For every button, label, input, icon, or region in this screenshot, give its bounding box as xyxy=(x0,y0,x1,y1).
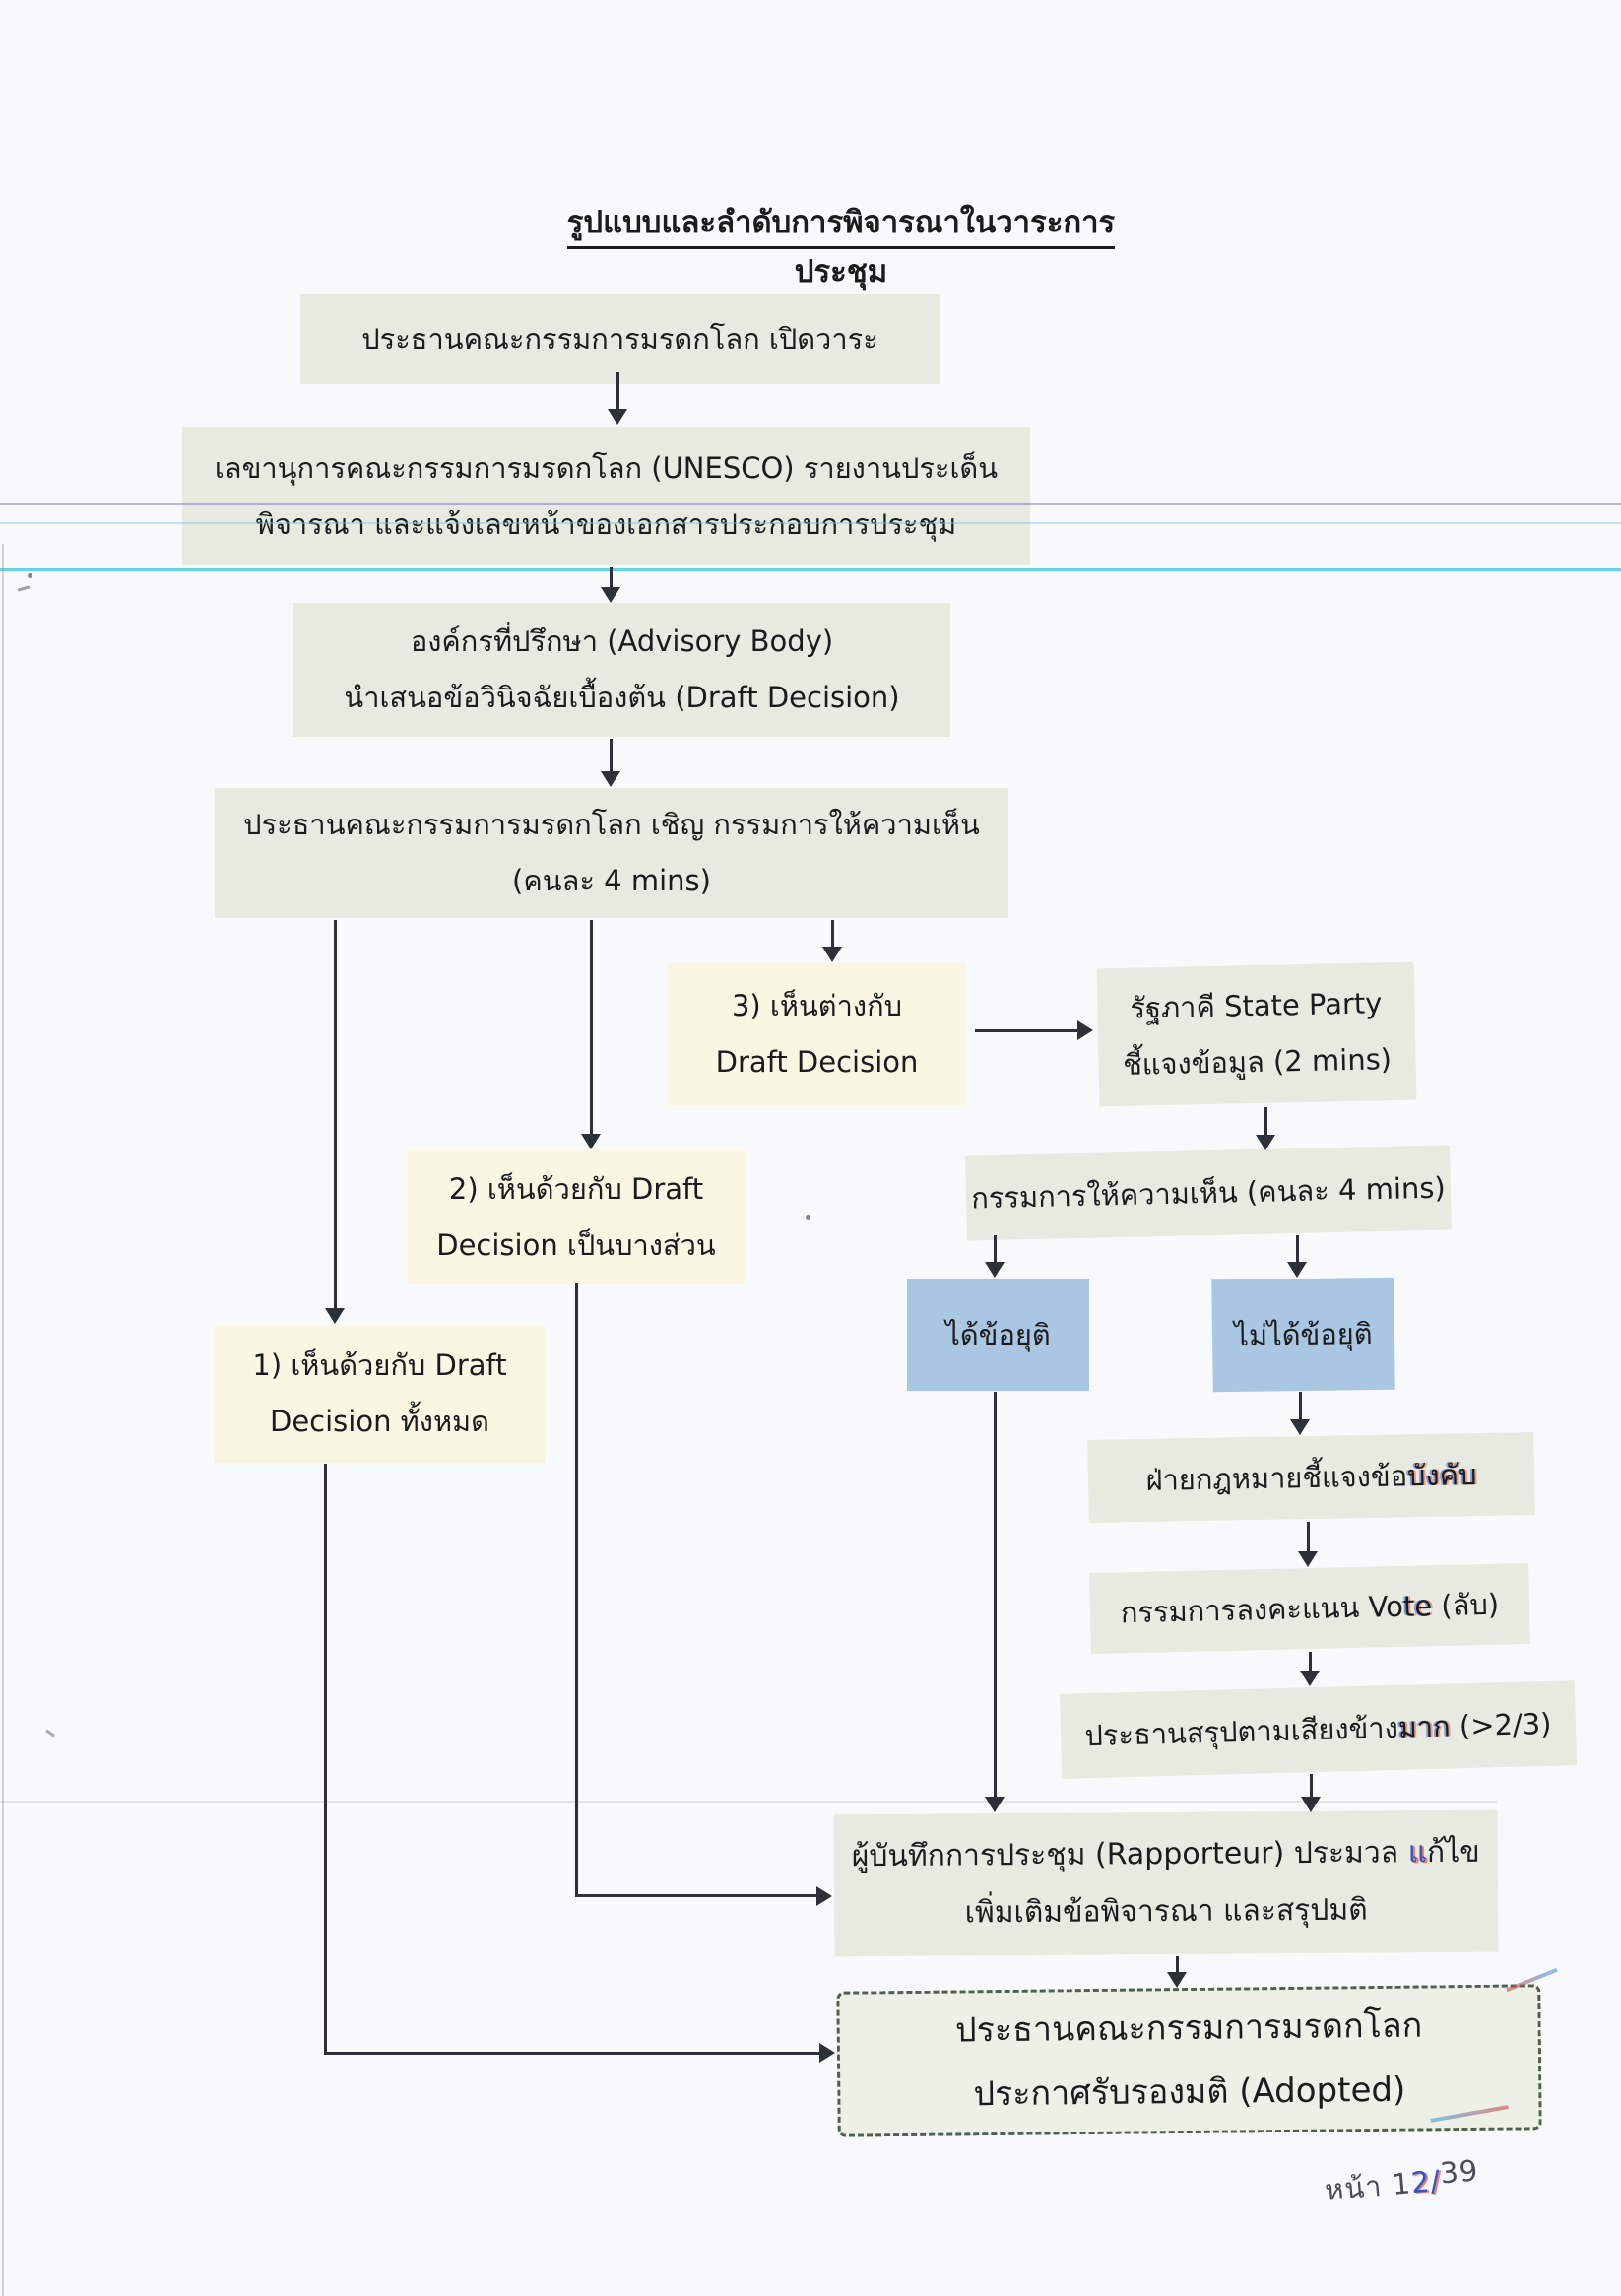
scan-line-grey xyxy=(0,1801,1497,1803)
box-text-segment: (>2/3) xyxy=(1450,1706,1552,1743)
arrow-secretary-to-advisory-line xyxy=(610,567,613,587)
box-text-segment: ประธานสรุปตามเสียงข้าง xyxy=(1084,1710,1399,1752)
connector-option2-elbow-head xyxy=(816,1886,832,1906)
page-title-text: รูปแบบและลำดับการพิจารณาในวาระการประชุม xyxy=(567,205,1115,298)
arrow-opinion-to-resolved-line xyxy=(994,1235,997,1262)
flow-box-committee-opinion xyxy=(965,1145,1452,1240)
flow-box-not-resolved xyxy=(1211,1278,1395,1393)
box-text-line2: Decision ทั้งหมด xyxy=(269,1405,490,1438)
arrow-vote-to-majority-line xyxy=(1309,1652,1312,1671)
box-text: ได้ข้อยุติ xyxy=(945,1317,1051,1351)
arrow-secretary-to-advisory-head xyxy=(601,587,620,603)
connector-option2-elbow-horizontal xyxy=(575,1894,816,1897)
arrow-invite-to-option2-line xyxy=(590,920,593,1134)
connector-option2-elbow-vertical xyxy=(575,1283,578,1897)
arrow-notresolved-to-legal-head xyxy=(1290,1419,1310,1435)
arrow-vote-to-majority-head xyxy=(1300,1671,1320,1686)
box-text-segment-fringed: te xyxy=(1402,1588,1433,1623)
box-text-line2: นำเสนอข้อวินิจฉัยเบื้องต้น (Draft Decision) xyxy=(344,681,900,714)
flow-box-option1-full-agree xyxy=(215,1325,545,1463)
box-text-line2: Decision เป็นบางส่วน xyxy=(436,1228,716,1262)
arrow-majority-to-rapporteur-head xyxy=(1301,1797,1321,1812)
flow-box-adopted xyxy=(836,1984,1542,2136)
scan-line-purple xyxy=(0,503,1621,505)
box-text-line2: เพิ่มเติมข้อพิจารณา และสรุปมติ xyxy=(964,1892,1368,1931)
arrow-opinion-to-notresolved-head xyxy=(1287,1262,1307,1278)
scan-left-edge xyxy=(2,544,4,2296)
scan-tick-mark xyxy=(45,1729,55,1737)
box-text-segment-fringed: บังคับ xyxy=(1406,1457,1477,1493)
arrow-open-to-secretary-line xyxy=(616,372,619,409)
arrow-advisory-to-invite-line xyxy=(610,739,613,771)
arrow-option3-to-stateparty-head xyxy=(1077,1020,1093,1040)
flow-box-rapporteur xyxy=(834,1810,1499,1957)
box-text-line2: ประกาศรับรองมติ (Adopted) xyxy=(973,2069,1406,2115)
box-text xyxy=(1084,1696,1552,1764)
flow-box-option2-partial-agree xyxy=(408,1150,745,1284)
box-text xyxy=(1145,1447,1477,1508)
arrow-rapporteur-to-adopted-line xyxy=(1176,1956,1179,1972)
arrow-opinion-to-resolved-head xyxy=(985,1262,1005,1278)
flow-box-option3-disagree xyxy=(668,963,966,1105)
box-text-segment: ผู้บันทึกการประชุม (Rapporteur) ประมวล xyxy=(851,1834,1408,1873)
connector-option1-elbow-vertical xyxy=(324,1464,327,2055)
box-text-line1: ประธานคณะกรรมการมรดกโลก xyxy=(954,2005,1423,2051)
flow-box-state-party xyxy=(1097,962,1417,1107)
arrow-invite-to-option2-head xyxy=(581,1134,601,1149)
box-text-line1: 3) เห็นต่างกับ xyxy=(731,989,903,1023)
box-text-line2: (คนละ 4 mins) xyxy=(512,864,711,897)
box-text-segment: ฝ่ายกฎหมายชี้แจงข้อ xyxy=(1145,1459,1408,1497)
arrow-option3-to-stateparty-line xyxy=(975,1029,1077,1032)
box-text-line1: 1) เห็นด้วยกับ Draft xyxy=(252,1348,507,1383)
scan-line-teal xyxy=(0,568,1621,571)
arrow-rapporteur-to-adopted-head xyxy=(1167,1972,1187,1988)
box-text-segment: กรรมการลงคะแนน Vo xyxy=(1120,1589,1404,1630)
scan-speck-dot xyxy=(28,573,32,578)
box-text-segment: (ลับ) xyxy=(1431,1587,1500,1622)
arrow-invite-to-option1-head xyxy=(325,1308,345,1324)
arrow-legal-to-vote-line xyxy=(1307,1522,1310,1551)
box-text-segment-fringed: มาก xyxy=(1397,1709,1452,1744)
arrow-invite-to-option3-line xyxy=(831,920,834,947)
box-text-line1: รัฐภาคี State Party xyxy=(1130,986,1383,1026)
flow-box-vote-secret xyxy=(1089,1563,1530,1654)
arrow-stateparty-to-opinion-head xyxy=(1256,1135,1275,1150)
arrow-open-to-secretary-head xyxy=(608,409,627,425)
box-text-line2: Draft Decision xyxy=(715,1045,919,1079)
arrow-resolved-to-rapporteur-head xyxy=(985,1797,1005,1812)
page-number-fringed: 2/ xyxy=(1409,2163,1443,2200)
box-text-line1: 2) เห็นด้วยกับ Draft xyxy=(448,1172,704,1207)
arrow-advisory-to-invite-head xyxy=(601,771,620,787)
box-text-line2: ชี้แจงข้อมูล (2 mins) xyxy=(1122,1042,1393,1082)
box-text-segment-fringed: แ xyxy=(1407,1834,1428,1870)
box-text-line1: เลขานุการคณะกรรมการมรดกโลก (UNESCO) รายงานประเด็น xyxy=(214,451,999,486)
connector-option1-elbow-horizontal xyxy=(324,2052,819,2055)
box-text: กรรมการให้ความเห็น (คนละ 4 mins) xyxy=(970,1170,1447,1215)
box-text-segment: ก้ไข xyxy=(1426,1834,1480,1870)
arrow-majority-to-rapporteur-line xyxy=(1310,1774,1313,1797)
arrow-opinion-to-notresolved-line xyxy=(1296,1235,1299,1262)
box-text xyxy=(1120,1576,1499,1640)
box-text-line1 xyxy=(852,1823,1480,1885)
arrow-stateparty-to-opinion-line xyxy=(1264,1107,1267,1135)
scan-speck-dash xyxy=(18,585,30,591)
arrow-legal-to-vote-head xyxy=(1298,1551,1318,1567)
flow-box-majority-conclusion xyxy=(1060,1680,1577,1779)
scan-speck-middle xyxy=(806,1215,810,1220)
connector-option1-elbow-head xyxy=(819,2043,835,2063)
page-number xyxy=(1323,2154,1480,2213)
box-text-line1: ประธานคณะกรรมการมรดกโลก เชิญ กรรมการให้ความเห็น xyxy=(243,808,980,842)
flow-box-secretary-report xyxy=(182,427,1030,565)
flow-box-chairman-open xyxy=(300,294,940,384)
page-title xyxy=(526,197,1156,295)
box-text-line1: องค์กรที่ปรึกษา (Advisory Body) xyxy=(410,624,834,659)
flow-box-resolved xyxy=(907,1279,1089,1391)
flow-box-chairman-invite xyxy=(215,788,1008,918)
flow-box-legal-clarify xyxy=(1087,1432,1534,1523)
arrow-notresolved-to-legal-line xyxy=(1299,1392,1302,1419)
arrow-resolved-to-rapporteur-line xyxy=(994,1392,997,1797)
page-number-prefix: หน้า 1 xyxy=(1323,2166,1413,2207)
flow-box-advisory-body xyxy=(293,603,950,737)
page-number-suffix: 39 xyxy=(1438,2153,1480,2191)
arrow-invite-to-option1-line xyxy=(334,920,337,1308)
box-text-line2: พิจารณา และแจ้งเลขหน้าของเอกสารประกอบการประชุม xyxy=(255,507,957,541)
box-text: ประธานคณะกรรมการมรดกโลก เปิดวาระ xyxy=(361,321,878,356)
arrow-invite-to-option3-head xyxy=(822,947,842,962)
scan-line-lightcyan xyxy=(0,522,1621,524)
box-text: ไม่ได้ข้อยุติ xyxy=(1234,1316,1373,1352)
